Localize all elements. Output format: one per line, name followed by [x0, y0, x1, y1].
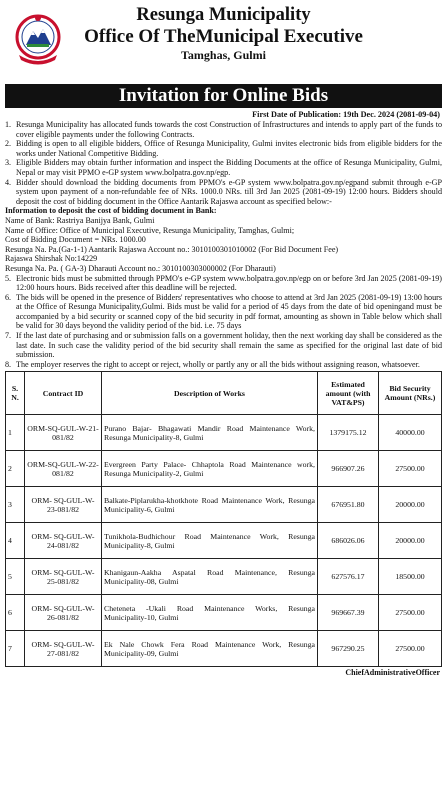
cell-contract-id: ORM- SQ-GUL-W-27-081/82 [25, 631, 102, 667]
cell-bid-security: 27500.00 [379, 631, 442, 667]
cell-contract-id: ORM-SQ-GUL-W-21-081/82 [25, 415, 102, 451]
office-name: Office Of TheMunicipal Executive [84, 26, 363, 47]
clause-text: The employer reserves the right to accept or reject, wholly or partly any or all the bids without assigning reason, whatsoever. [16, 359, 420, 369]
cell-description: Tunikhola-Budhichour Road Maintenance Work, Resunga Municipality-8, Gulmi [102, 523, 318, 559]
municipality-name: Resunga Municipality [136, 5, 311, 25]
clause-1 [5, 120, 442, 139]
clause-text: The bids will be opened in the presence of Bidders' representatives who choose to attend at 3rd Jan 2025 (2081-09-19) 13:00 hours at the Office of Resunga Municipality,Gulmi. Bids must be valid for a period of 45 days from the date of bid openingand must be accompanied by a bid security or scanned copy of the bid security in pdf format, amounting as shown in Table below which shall be valid for 30 days beyond the validity period of the bid. i.e. 75 days [16, 292, 442, 331]
cell-contract-id: ORM- SQ-GUL-W-23-081/82 [25, 487, 102, 523]
cell-contract-id: ORM-SQ-GUL-W-22-081/82 [25, 451, 102, 487]
column-header-bid-security: Bid Security Amount (NRs.) [379, 372, 442, 415]
cell-estimated-amount: 686026.06 [318, 523, 379, 559]
cell-contract-id: ORM- SQ-GUL-W-24-081/82 [25, 523, 102, 559]
table-header-row [6, 372, 442, 415]
deposit-line: Name of Bank: Rastriya Banijya Bank, Gulmi [5, 215, 155, 225]
cell-bid-security: 20000.00 [379, 523, 442, 559]
office-location: Tamghas, Gulmi [181, 48, 266, 62]
cell-description: Ek Nale Chowk Fera Road Maintenance Work, Resunga Municipality-09, Gulmi [102, 631, 318, 667]
column-header-estimated-amount: Estimated amount (with VAT&PS) [318, 372, 379, 415]
table-row [6, 523, 442, 559]
clause-number: 3. [5, 158, 12, 168]
clause-text: Bidding is open to all eligible bidders, Office of Resunga Municipality, Gulmi invites electronic bids from eligible bidders for the works under National Competitive Bidding. [16, 139, 442, 158]
bid-table [5, 371, 442, 667]
cell-contract-id: ORM- SQ-GUL-W-25-081/82 [25, 559, 102, 595]
clause-number: 5. [5, 273, 12, 283]
clause-text: Resunga Municipality has allocated funds towards the cost Construction of Infrastructures and intends to apply part of the funds to cover eligible payments under the following Contracts. [16, 120, 442, 139]
cell-bid-security: 27500.00 [379, 595, 442, 631]
clause-6 [5, 293, 442, 331]
clause-number: 8. [5, 359, 12, 369]
publication-date: First Date of Publication: 19th Dec. 2024 (2081-09-04) [252, 110, 440, 119]
cell-bid-security: 20000.00 [379, 487, 442, 523]
cell-sn: 1 [6, 415, 25, 451]
clause-4 [5, 178, 442, 207]
column-header-sn: S. N. [6, 372, 25, 415]
clause-text: Eligible Bidders may obtain further information and inspect the Bidding Documents at the office of Resunga Municipality, Gulmi, Nepal or may visit PPMO e-GP system www.bolpatra.gov.np/egp. [16, 158, 442, 177]
table-row [6, 631, 442, 667]
table-row [6, 559, 442, 595]
deposit-line: Rajaswa Shirshak No:14229 [5, 254, 98, 264]
clause-8 [5, 360, 442, 370]
signatory-title: ChiefAdministrativeOfficer [345, 668, 440, 678]
cell-estimated-amount: 966907.26 [318, 451, 379, 487]
cell-estimated-amount: 627576.17 [318, 559, 379, 595]
deposit-line: Name of Office: Office of Municipal Executive, Resunga Municipality, Tamghas, Gulmi; [5, 225, 295, 235]
cell-sn: 2 [6, 451, 25, 487]
clause-number: 6. [5, 292, 12, 302]
cell-sn: 3 [6, 487, 25, 523]
cell-sn: 6 [6, 595, 25, 631]
notice-body [5, 120, 442, 369]
nepal-emblem-icon [13, 11, 63, 67]
deposit-line: Cost of Bidding Document = NRs. 1000.00 [5, 235, 146, 245]
cell-contract-id: ORM- SQ-GUL-W-26-081/82 [25, 595, 102, 631]
cell-bid-security: 27500.00 [379, 451, 442, 487]
cell-estimated-amount: 676951.80 [318, 487, 379, 523]
notice-header [5, 5, 442, 83]
cell-bid-security: 40000.00 [379, 415, 442, 451]
clause-number: 7. [5, 331, 12, 341]
clause-number: 1. [5, 120, 12, 129]
clause-number: 4. [5, 177, 12, 187]
clause-7 [5, 331, 442, 360]
cell-description: Evergreen Party Palace- Chhaptola Road Maintenance work, Resunga Municipality-2, Gulmi [102, 451, 318, 487]
column-header-description: Description of Works [102, 372, 318, 415]
table-row [6, 595, 442, 631]
deposit-line: Resunga Na. Pa.(Ga-1-1) Aantarik Rajaswa Account no.: 3010100301010002 (For Bid Document Fee) [5, 244, 339, 254]
cell-bid-security: 18500.00 [379, 559, 442, 595]
cell-description: Cheteneta -Ukali Road Maintenance Works, Resunga Municipality-10, Gulmi [102, 595, 318, 631]
clause-2 [5, 139, 442, 158]
table-row [6, 451, 442, 487]
cell-sn: 4 [6, 523, 25, 559]
cell-description: Khanigaun-Aakha Aspatal Road Maintenance, Resunga Municipality-08, Gulmi [102, 559, 318, 595]
table-row [6, 415, 442, 451]
cell-description: Purano Bajar- Bhagawati Mandir Road Maintenance Work, Resunga Municipality-8, Gulmi [102, 415, 318, 451]
clause-number: 2. [5, 139, 12, 149]
cell-sn: 5 [6, 559, 25, 595]
cell-estimated-amount: 969667.39 [318, 595, 379, 631]
table-row [6, 487, 442, 523]
clause-3 [5, 158, 442, 177]
clause-5 [5, 274, 442, 293]
notice-banner: Invitation for Online Bids [5, 84, 442, 108]
column-header-contract-id: Contract ID [25, 372, 102, 415]
deposit-heading: Information to deposit the cost of bidding document in Bank: [5, 206, 217, 216]
clause-text: Bidder should download the bidding documents from PPMO's e-GP system www.bolpatra.gov.np/egpand submit through e-GP system upon payment of a non-refundable fee of NRs. 1000.0 NRs. till 3rd Jan 2025 (2081-09-19) 12:00 hours. Bidders should deposit the cost of bidding document in the Office Aantarik Rajaswa account as specified below:- [16, 177, 442, 206]
cell-description: Balkate-Piplarukha-khotkhote Road Maintenance Work, Resunga Municipality-6, Gulmi [102, 487, 318, 523]
cell-sn: 7 [6, 631, 25, 667]
cell-estimated-amount: 967290.25 [318, 631, 379, 667]
deposit-line: Resunga Na. Pa. ( GA-3) Dharauti Account no.: 3010100303000002 (For Dharauti) [5, 263, 276, 273]
clause-text: If the last date of purchasing and or submission falls on a government holiday, then the next working day shall be considered as the last date. In such case the validity period of the bid security shall remain the same as specified for the original last date of bid submission. [16, 331, 442, 360]
cell-estimated-amount: 1379175.12 [318, 415, 379, 451]
clause-text: Electronic bids must be submitted through PPMO's e-GP system www.bolpatra.gov.np/egp on or before 3rd Jan 2025 (2081-09-19) 12:00 hours hours. Bids received after this deadline will be rejected. [16, 273, 442, 293]
